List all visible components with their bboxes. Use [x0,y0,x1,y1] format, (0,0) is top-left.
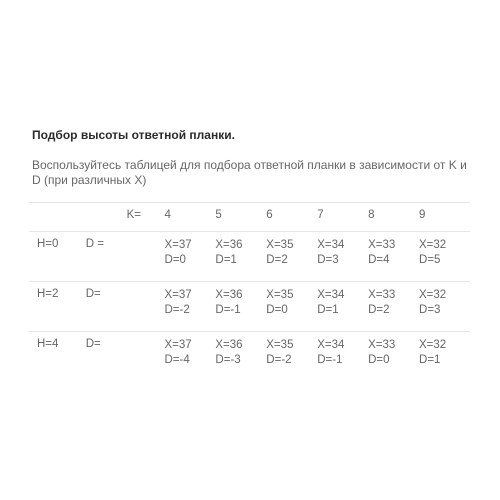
empty-cell [127,232,165,282]
d-value: D=0 [164,254,186,266]
table-cell [164,232,215,282]
x-value: X=34 [317,239,345,251]
k-value: 5 [215,203,266,232]
table-cell [164,332,215,382]
h-label: H=2 [29,282,86,332]
table-cell [215,332,266,382]
d-label: D= [86,282,127,332]
d-value: D=-1 [215,304,241,316]
d-value: D=-3 [215,354,241,366]
d-value: D=2 [266,254,288,266]
x-value: X=36 [215,339,243,351]
h-label: H=0 [29,232,86,282]
x-value: X=35 [266,239,294,251]
x-value: X=35 [266,289,294,301]
x-value: X=33 [368,239,396,251]
k-value: 6 [266,203,317,232]
x-value: X=33 [368,289,396,301]
d-value: D=1 [215,254,237,266]
k-value: 8 [368,203,419,232]
table-row [29,282,470,332]
d-value: D=0 [368,354,390,366]
empty-cell [127,282,165,332]
table-cell [419,232,470,282]
d-value: D=2 [368,304,390,316]
table-header-row [29,203,470,232]
x-value: X=37 [164,289,192,301]
d-value: D=1 [317,304,339,316]
table-row [29,232,470,282]
d-value: D=3 [419,304,441,316]
table-cell [317,232,368,282]
x-value: X=35 [266,339,294,351]
d-label: D= [85,338,101,350]
table-cell [419,332,470,382]
x-value: X=32 [419,239,447,251]
x-value: X=36 [215,289,243,301]
x-value: X=36 [215,239,243,251]
d-value: D=5 [419,254,441,266]
k-value: 9 [419,203,470,232]
d-value: D=-2 [266,354,292,366]
table-cell [419,282,470,332]
h-label: H=4 [37,338,59,350]
table-cell [317,332,368,382]
d-value: D=-1 [317,354,343,366]
page-title: Подбор высоты ответной планки. [32,128,235,142]
d-value: D=1 [419,354,441,366]
x-value: X=32 [419,339,447,351]
table-cell [317,282,368,332]
d-value: D=0 [266,304,288,316]
strike-plate-table [29,202,470,381]
k-value: 4 [164,203,215,232]
x-value: X=33 [368,339,396,351]
x-value: X=37 [164,339,192,351]
d-value: D=-2 [164,304,190,316]
table-row [29,332,470,382]
table-cell [215,232,266,282]
k-label: K= [127,203,165,232]
empty-cell [127,332,165,382]
x-value: X=32 [419,289,447,301]
d-value: D=-4 [164,354,190,366]
header-empty-cell [86,203,127,232]
table-cell [266,232,317,282]
x-value: X=34 [317,289,345,301]
d-value: D=3 [317,254,339,266]
table-cell [368,332,419,382]
x-value: X=37 [164,239,192,251]
table-cell [164,282,215,332]
table-cell [368,282,419,332]
x-value: X=34 [317,339,345,351]
table-cell [215,282,266,332]
k-value: 7 [317,203,368,232]
header-empty-cell [29,203,86,232]
d-label: D = [86,232,127,282]
intro-text: Воспользуйтесь таблицей для подбора ответной планки в зависимости от K и D (при различных X) [32,158,467,187]
d-value: D=4 [368,254,390,266]
table-cell [266,332,317,382]
table-cell [266,282,317,332]
table-cell [368,232,419,282]
